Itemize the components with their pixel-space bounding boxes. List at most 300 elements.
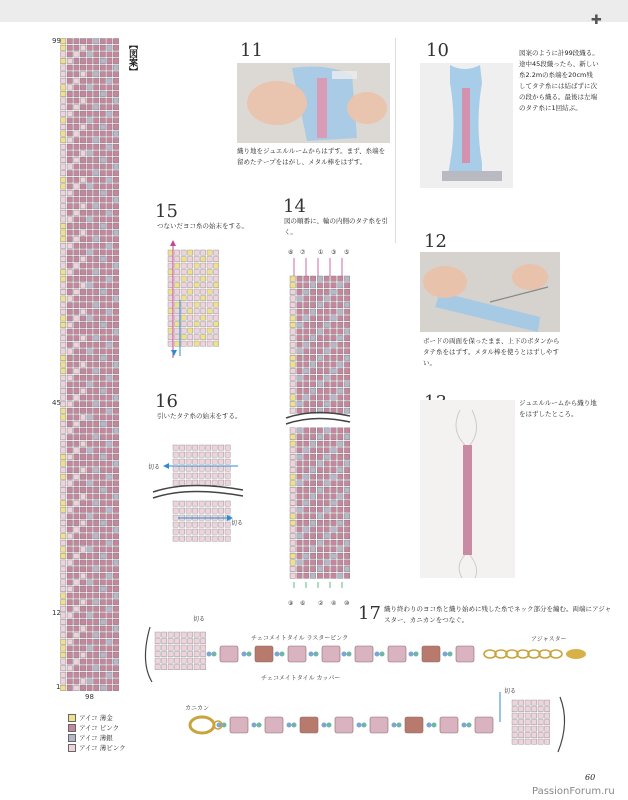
diagram-bead: [324, 481, 329, 486]
pattern-bead: [94, 514, 99, 519]
diagram-bead: [225, 445, 230, 450]
diagram-bead: [519, 726, 524, 731]
pattern-bead: [67, 606, 72, 611]
pattern-bead: [67, 164, 72, 169]
diagram-bead: [344, 441, 349, 446]
diagram-bead: [317, 322, 322, 327]
diagram-bead: [338, 500, 343, 505]
pattern-bead: [100, 296, 105, 301]
diagram-bead: [201, 250, 206, 255]
diagram-bead: [331, 362, 336, 367]
pattern-bead: [74, 672, 79, 677]
diagram-bead: [206, 445, 211, 450]
pattern-bead: [80, 98, 85, 103]
pattern-bead: [100, 58, 105, 63]
pattern-bead: [74, 395, 79, 400]
pattern-bead: [87, 666, 92, 671]
pattern-bead: [80, 210, 85, 215]
diagram-bead: [324, 461, 329, 466]
diagram-bead: [304, 467, 309, 472]
pattern-bead: [80, 382, 85, 387]
diagram-bead: [338, 355, 343, 360]
pattern-bead: [94, 98, 99, 103]
diagram-bead: [290, 296, 295, 301]
diagram-bead: [331, 474, 336, 479]
diagram-bead: [194, 302, 199, 307]
pattern-bead: [94, 633, 99, 638]
diagram-bead: [290, 533, 295, 538]
step-12-number: 12: [424, 231, 447, 252]
pattern-bead: [80, 448, 85, 453]
pattern-bead: [113, 494, 118, 499]
pattern-bead: [80, 355, 85, 360]
diagram-bead: [290, 276, 295, 281]
pattern-bead: [80, 256, 85, 261]
pattern-bead: [94, 626, 99, 631]
pattern-bead: [74, 316, 79, 321]
diagram-bead: [219, 466, 224, 471]
diagram-bead: [155, 632, 160, 637]
pattern-bead: [61, 362, 66, 367]
diagram-bead: [512, 707, 517, 712]
diagram-bead: [338, 527, 343, 532]
pattern-bead: [100, 263, 105, 268]
pattern-bead: [113, 45, 118, 50]
pattern-bead: [61, 164, 66, 169]
seed-bead: [409, 652, 414, 657]
diagram-bead: [181, 289, 186, 294]
diagram-bead: [324, 289, 329, 294]
pattern-bead: [94, 468, 99, 473]
pattern-bead: [107, 184, 112, 189]
step-11-photo: [237, 63, 390, 143]
pattern-bead: [100, 534, 105, 539]
pattern-bead: [87, 65, 92, 70]
diagram-bead: [344, 507, 349, 512]
pattern-bead: [74, 72, 79, 77]
pattern-bead: [87, 204, 92, 209]
diagram-bead: [344, 362, 349, 367]
diagram-bead: [310, 329, 315, 334]
diagram-bead: [214, 302, 219, 307]
pattern-bead: [107, 316, 112, 321]
pattern-bead: [113, 118, 118, 123]
pattern-bead: [61, 553, 66, 558]
pattern-bead: [107, 270, 112, 275]
diagram-bead: [194, 632, 199, 637]
pattern-bead: [113, 633, 118, 638]
pattern-bead: [80, 296, 85, 301]
pattern-bead: [87, 296, 92, 301]
pink-tile-bead: [230, 717, 248, 733]
diagram-bead: [225, 522, 230, 527]
diagram-bead: [545, 707, 550, 712]
pattern-bead: [107, 415, 112, 420]
diagram-bead: [290, 382, 295, 387]
pattern-bead: [100, 520, 105, 525]
pattern-bead: [113, 230, 118, 235]
pattern-bead: [100, 540, 105, 545]
pattern-bead: [113, 441, 118, 446]
pattern-bead: [87, 190, 92, 195]
step-14-text: 図の順番に、輪の内側のタテ糸を引く。: [284, 217, 388, 236]
diagram-bead: [206, 480, 211, 485]
pattern-bead: [94, 646, 99, 651]
pattern-bead: [87, 131, 92, 136]
pattern-bead: [107, 263, 112, 268]
diagram-bead: [324, 560, 329, 565]
pattern-bead: [100, 567, 105, 572]
pattern-bead: [107, 65, 112, 70]
diagram-bead: [290, 467, 295, 472]
diagram-bead: [344, 553, 349, 558]
pattern-bead: [61, 355, 66, 360]
step-13-text: ジュエルルームから織り地をはずしたところ。: [519, 399, 597, 418]
pattern-bead: [67, 283, 72, 288]
pattern-bead: [80, 600, 85, 605]
pattern-bead: [100, 362, 105, 367]
pattern-bead: [80, 39, 85, 44]
pattern-bead: [107, 600, 112, 605]
diagram-bead: [219, 501, 224, 506]
pattern-bead: [67, 250, 72, 255]
pattern-bead: [61, 672, 66, 677]
diagram-bead: [168, 257, 173, 262]
pattern-bead: [67, 481, 72, 486]
pink-tile-bead: [322, 646, 340, 662]
pattern-bead: [113, 85, 118, 90]
pattern-bead: [61, 91, 66, 96]
diagram-bead: [331, 335, 336, 340]
pattern-bead: [107, 468, 112, 473]
pattern-bead: [107, 210, 112, 215]
diagram-bead: [317, 283, 322, 288]
diagram-bead: [344, 434, 349, 439]
pattern-bead: [113, 685, 118, 690]
pattern-bead: [61, 382, 66, 387]
pattern-bead: [107, 540, 112, 545]
diagram-bead: [175, 645, 180, 650]
diagram-bead: [297, 494, 302, 499]
pattern-bead: [94, 289, 99, 294]
diagram-bead: [207, 335, 212, 340]
pattern-bead: [67, 685, 72, 690]
pattern-bead: [87, 329, 92, 334]
pattern-bead: [87, 421, 92, 426]
pattern-bead: [67, 540, 72, 545]
diagram-bead: [519, 713, 524, 718]
pattern-bead: [67, 217, 72, 222]
pattern-bead: [67, 659, 72, 664]
diagram-bead: [317, 520, 322, 525]
diagram-bead: [188, 302, 193, 307]
seed-bead: [280, 652, 285, 657]
diagram-bead: [317, 368, 322, 373]
pattern-bead: [87, 553, 92, 558]
diagram-bead: [214, 270, 219, 275]
pattern-bead: [74, 652, 79, 657]
diagram-bead: [331, 434, 336, 439]
pattern-bead: [74, 666, 79, 671]
pattern-bead: [100, 659, 105, 664]
pattern-bead: [80, 157, 85, 162]
diagram-bead: [331, 428, 336, 433]
diagram-bead: [212, 459, 217, 464]
pattern-bead: [94, 52, 99, 57]
diagram-bead: [290, 448, 295, 453]
pattern-bead: [113, 289, 118, 294]
diagram-bead: [180, 501, 185, 506]
diagram-bead: [193, 480, 198, 485]
diagram-bead: [344, 533, 349, 538]
diagram-bead: [181, 658, 186, 663]
pattern-bead: [61, 171, 66, 176]
pattern-bead: [80, 184, 85, 189]
diagram-bead: [324, 547, 329, 552]
seed-bead: [242, 652, 247, 657]
diagram-bead: [324, 322, 329, 327]
pattern-bead: [107, 355, 112, 360]
diagram-bead: [297, 467, 302, 472]
diagram-bead: [310, 395, 315, 400]
pattern-bead: [107, 105, 112, 110]
pattern-bead: [61, 659, 66, 664]
diagram-bead: [519, 720, 524, 725]
diagram-bead: [214, 341, 219, 346]
diagram-bead: [181, 283, 186, 288]
diagram-bead: [175, 322, 180, 327]
pattern-bead: [100, 289, 105, 294]
diagram-bead: [297, 540, 302, 545]
pink-tile-bead: [355, 646, 373, 662]
diagram-bead: [201, 263, 206, 268]
column-divider: [395, 38, 396, 243]
step-17-cut-label: 切る: [193, 616, 206, 623]
diagram-bead: [290, 362, 295, 367]
pattern-bead: [61, 395, 66, 400]
step-10-number: 10: [426, 40, 449, 61]
pattern-bead: [80, 72, 85, 77]
diagram-bead: [168, 632, 173, 637]
pattern-bead: [87, 177, 92, 182]
pattern-bead: [87, 237, 92, 242]
pattern-bead: [94, 39, 99, 44]
pattern-bead: [113, 98, 118, 103]
pattern-bead: [107, 45, 112, 50]
pattern-bead: [80, 342, 85, 347]
pattern-bead: [61, 375, 66, 380]
pattern-bead: [87, 256, 92, 261]
diagram-bead: [338, 428, 343, 433]
diagram-bead: [324, 316, 329, 321]
pattern-bead: [100, 474, 105, 479]
pattern-bead: [100, 454, 105, 459]
diagram-bead: [324, 448, 329, 453]
pink-tile-bead: [288, 646, 306, 662]
step-10-illustration: [420, 63, 513, 188]
diagram-bead: [538, 707, 543, 712]
pattern-bead: [74, 270, 79, 275]
diagram-bead: [338, 388, 343, 393]
pattern-bead: [87, 283, 92, 288]
diagram-bead: [324, 428, 329, 433]
pattern-bead: [100, 494, 105, 499]
pattern-bead: [100, 435, 105, 440]
pattern-bead: [113, 197, 118, 202]
pattern-bead: [74, 626, 79, 631]
pattern-bead: [67, 474, 72, 479]
pattern-bead: [113, 619, 118, 624]
diagram-bead: [324, 349, 329, 354]
pattern-bead: [107, 639, 112, 644]
diagram-bead: [310, 401, 315, 406]
diagram-bead: [193, 501, 198, 506]
diagram-bead: [304, 547, 309, 552]
diagram-bead: [225, 536, 230, 541]
diagram-bead: [193, 529, 198, 534]
diagram-bead: [331, 322, 336, 327]
diagram-bead: [525, 720, 530, 725]
diagram-bead: [201, 335, 206, 340]
pattern-bead: [113, 600, 118, 605]
pattern-bead: [80, 316, 85, 321]
diagram-bead: [297, 487, 302, 492]
diagram-bead: [180, 522, 185, 527]
diagram-bead: [331, 481, 336, 486]
pattern-bead: [107, 250, 112, 255]
diagram-bead: [212, 536, 217, 541]
pattern-bead: [74, 534, 79, 539]
diagram-bead: [331, 283, 336, 288]
diagram-bead: [214, 257, 219, 262]
diagram-bead: [310, 283, 315, 288]
seed-bead: [392, 723, 397, 728]
diagram-bead: [519, 707, 524, 712]
seed-bead: [314, 652, 319, 657]
pattern-bead: [74, 481, 79, 486]
pattern-bead: [113, 355, 118, 360]
diagram-bead: [297, 283, 302, 288]
diagram-bead: [186, 466, 191, 471]
pattern-bead: [87, 230, 92, 235]
pattern-bead: [80, 111, 85, 116]
pattern-bead: [80, 454, 85, 459]
diagram-bead: [194, 322, 199, 327]
diagram-bead: [338, 316, 343, 321]
pattern-bead: [113, 408, 118, 413]
pattern-bead: [80, 329, 85, 334]
pattern-bead: [113, 520, 118, 525]
pattern-bead: [87, 316, 92, 321]
pattern-bead: [94, 263, 99, 268]
step-13-illustration: [420, 400, 515, 578]
pattern-bead: [107, 322, 112, 327]
pattern-bead: [100, 144, 105, 149]
diagram-bead: [338, 302, 343, 307]
diagram-bead: [324, 494, 329, 499]
pattern-bead: [100, 329, 105, 334]
diagram-bead: [317, 309, 322, 314]
pattern-bead: [94, 441, 99, 446]
pattern-bead: [113, 204, 118, 209]
diagram-bead: [310, 487, 315, 492]
top-bar: [0, 0, 628, 22]
pattern-bead: [61, 309, 66, 314]
pattern-bead: [61, 237, 66, 242]
pattern-bead: [100, 580, 105, 585]
pattern-bead: [94, 118, 99, 123]
diagram-bead: [219, 473, 224, 478]
pattern-bead: [113, 58, 118, 63]
pattern-bead: [87, 600, 92, 605]
pattern-bead: [87, 441, 92, 446]
diagram-bead: [338, 448, 343, 453]
diagram-bead: [290, 335, 295, 340]
pattern-bead: [67, 388, 72, 393]
diagram-bead: [199, 522, 204, 527]
pattern-bead: [94, 388, 99, 393]
diagram-bead: [194, 658, 199, 663]
diagram-bead: [310, 296, 315, 301]
pattern-bead: [61, 39, 66, 44]
step-15-text: つないだヨコ糸の始末をする。: [157, 222, 248, 230]
pattern-bead: [67, 441, 72, 446]
diagram-bead: [168, 645, 173, 650]
diagram-bead: [219, 445, 224, 450]
diagram-bead: [297, 474, 302, 479]
diagram-bead: [297, 560, 302, 565]
pattern-bead: [80, 303, 85, 308]
pattern-bead: [100, 613, 105, 618]
diagram-bead: [201, 652, 206, 657]
diagram-bead: [304, 540, 309, 545]
step-11-text: 織り地をジュエルルームからはずす。まず、糸端を留めたテープをはがし、メタル棒をはずす。: [237, 147, 386, 166]
step-11-number: 11: [240, 40, 263, 61]
pattern-bead: [67, 138, 72, 143]
pattern-bead: [87, 171, 92, 176]
pattern-bead: [113, 435, 118, 440]
pattern-bead: [107, 586, 112, 591]
diagram-bead: [194, 341, 199, 346]
diagram-bead: [290, 434, 295, 439]
pattern-bead: [100, 151, 105, 156]
pattern-bead: [100, 243, 105, 248]
pattern-bead: [100, 448, 105, 453]
pattern-bead: [94, 672, 99, 677]
pattern-bead: [113, 336, 118, 341]
pattern-bead: [94, 580, 99, 585]
diagram-bead: [324, 283, 329, 288]
pattern-bead: [113, 243, 118, 248]
diagram-bead: [324, 395, 329, 400]
diagram-bead: [201, 289, 206, 294]
pattern-bead: [80, 626, 85, 631]
pattern-bead: [67, 652, 72, 657]
pattern-bead: [74, 237, 79, 242]
adjuster-drop: [566, 649, 586, 659]
pattern-bead: [67, 369, 72, 374]
diagram-bead: [194, 639, 199, 644]
diagram-bead: [181, 335, 186, 340]
pattern-bead: [113, 626, 118, 631]
diagram-bead: [324, 441, 329, 446]
pattern-bead: [80, 408, 85, 413]
diagram-bead: [175, 302, 180, 307]
pattern-bead: [100, 342, 105, 347]
pattern-bead: [94, 494, 99, 499]
pattern-bead: [61, 223, 66, 228]
pattern-bead: [80, 633, 85, 638]
